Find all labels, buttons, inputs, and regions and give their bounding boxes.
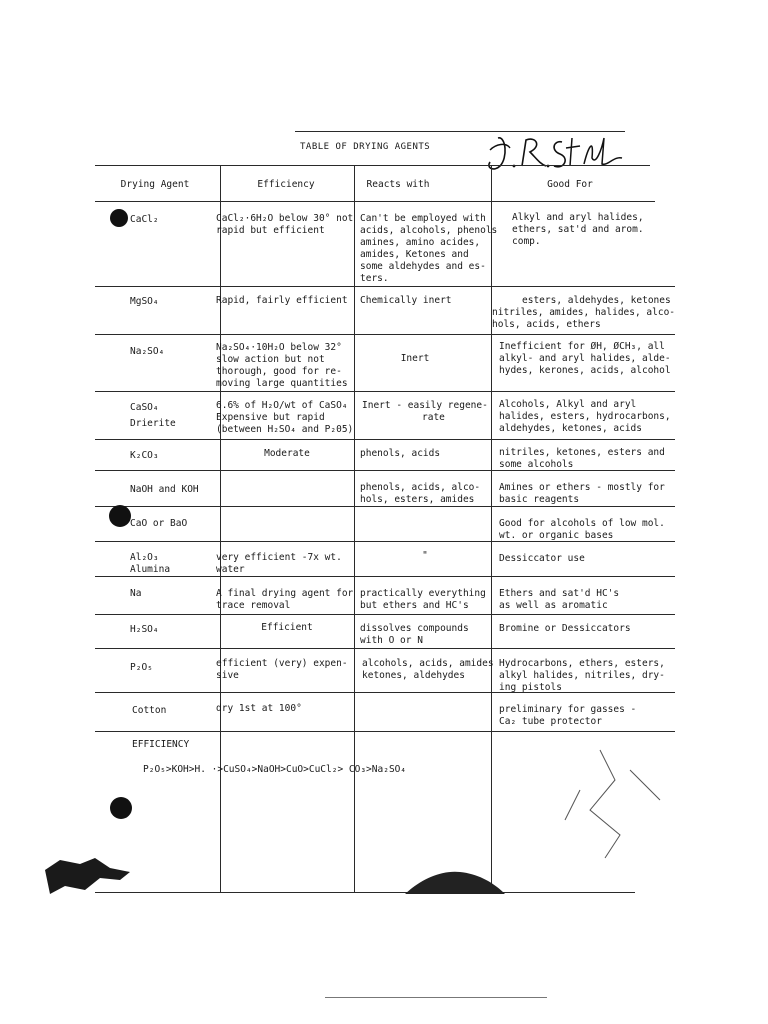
paper-crease [560,740,670,860]
agent-cell: Cotton [132,705,167,716]
reacts-cell: dissolves compounds with O or N [360,623,469,646]
table-top-rule [95,165,650,166]
agent-cell: Al₂O₃ Alumina [130,552,171,575]
efficiency-cell: Na₂SO₄·10H₂O below 32° slow action but not thorough, good for re- moving large quantities [216,342,348,389]
agent-cell: H₂SO₄ [130,624,159,635]
agent-cell: CaO or BaO [130,518,188,529]
reacts-cell: phenols, acids, alco- hols, esters, amides [360,482,481,505]
reacts-cell: Can't be employed with acids, alcohols, phenols amines, amino acides, amides, Ketones and some aldehydes and es- ters. [360,213,498,284]
efficiency-cell: very efficient -7x wt. water [216,552,342,575]
efficiency-cell: 6.6% of H₂O/wt of CaSO₄ Expensive but rapid (between H₂SO₄ and P₂05) [216,400,354,435]
reacts-cell: Inert [400,353,430,364]
row-rule [95,286,675,287]
good-for-cell: Good for alcohols of low mol. wt. or organic bases [499,518,665,541]
table-title: TABLE OF DRYING AGENTS [300,142,431,152]
row-rule [95,391,675,392]
col-rule [220,165,221,892]
hole-punch-icon [110,797,132,819]
efficiency-cell: A final drying agent for trace removal [216,588,354,611]
header-bottom-rule [95,201,655,202]
agent-cell: Na₂SO₄ [130,346,165,357]
good-for-cell: Hydrocarbons, ethers, esters, alkyl halides, nitriles, dry- ing pistols [499,658,665,693]
good-for-cell: Bromine or Dessiccators [499,623,631,634]
efficiency-cell: CaCl₂·6H₂O below 30° not rapid but efficient [216,213,354,236]
reacts-cell: " [422,550,428,561]
agent-cell: Na [130,588,142,599]
good-for-cell: Alkyl and aryl halides, ethers, sat'd and arom. comp. [512,212,644,247]
row-rule [95,648,675,649]
header-good-for: Good For [547,179,593,190]
agent-cell: CaSO₄ Drierite [130,402,176,429]
page-edge-mark [325,997,547,998]
efficiency-cell: Efficient [261,622,313,633]
agent-cell: P₂O₅ [130,662,153,673]
good-for-cell: Amines or ethers - mostly for basic reagents [499,482,665,505]
agent-cell: NaOH and KOH [130,484,199,495]
efficiency-cell: efficient (very) expen- sive [216,658,348,681]
reacts-cell: practically everything but ethers and HC's [360,588,486,611]
good-for-cell: preliminary for gasses - Ca₂ tube protector [499,704,637,727]
header-efficiency: Efficiency [257,179,315,190]
efficiency-sequence: P₂O₅>KOH>H. ·>CuSO₄>NaOH>CuO>CuCl₂> CO₃>Na₂SO₄ [143,764,407,775]
reacts-cell: phenols, acids [360,448,441,459]
good-for-cell: Inefficient for ØH, ØCH₃, all alkyl- and aryl halides, alde- hydes, kerones, acids, alcohol [499,341,671,376]
header-reacts-with: Reacts with [366,179,430,190]
good-for-cell: Ethers and sat'd HC's as well as aromatic [499,588,620,611]
good-for-cell: Dessiccator use [499,553,585,564]
row-rule [95,439,675,440]
good-for-cell: nitriles, ketones, esters and some alcohols [499,447,665,470]
efficiency-heading: EFFICIENCY [132,739,190,750]
table-bottom-rule [95,892,635,893]
hole-punch-icon [110,209,128,227]
col-rule [354,165,355,892]
row-rule [95,614,675,615]
good-for-cell: Alcohols, Alkyl and aryl halides, esters, hydrocarbons, aldehydes, ketones, acids [499,399,671,434]
row-rule [95,731,675,732]
agent-cell: MgSO₄ [130,296,159,307]
hole-punch-icon [109,505,131,527]
reacts-cell: alcohols, acids, amides ketones, aldehydes [362,658,494,681]
handwritten-signature [484,128,634,178]
efficiency-cell: Moderate [264,448,310,459]
scan-smudge [400,860,510,900]
row-rule [95,506,675,507]
efficiency-cell: dry 1st at 100° [216,703,302,714]
good-for-cell: esters, aldehydes, ketones nitriles, amides, halides, alco- hols, acids, ethers [492,295,676,330]
agent-cell: K₂CO₃ [130,450,159,461]
reacts-cell: Chemically inert [360,295,452,306]
reacts-cell: Inert - easily regene- rate [362,400,488,423]
row-rule [95,334,675,335]
top-rule-short [295,131,625,132]
row-rule [95,576,675,577]
agent-cell: CaCl₂ [130,214,159,225]
efficiency-cell: Rapid, fairly efficient [216,295,348,306]
scan-smudge [40,850,140,900]
header-drying-agent: Drying Agent [120,179,190,190]
